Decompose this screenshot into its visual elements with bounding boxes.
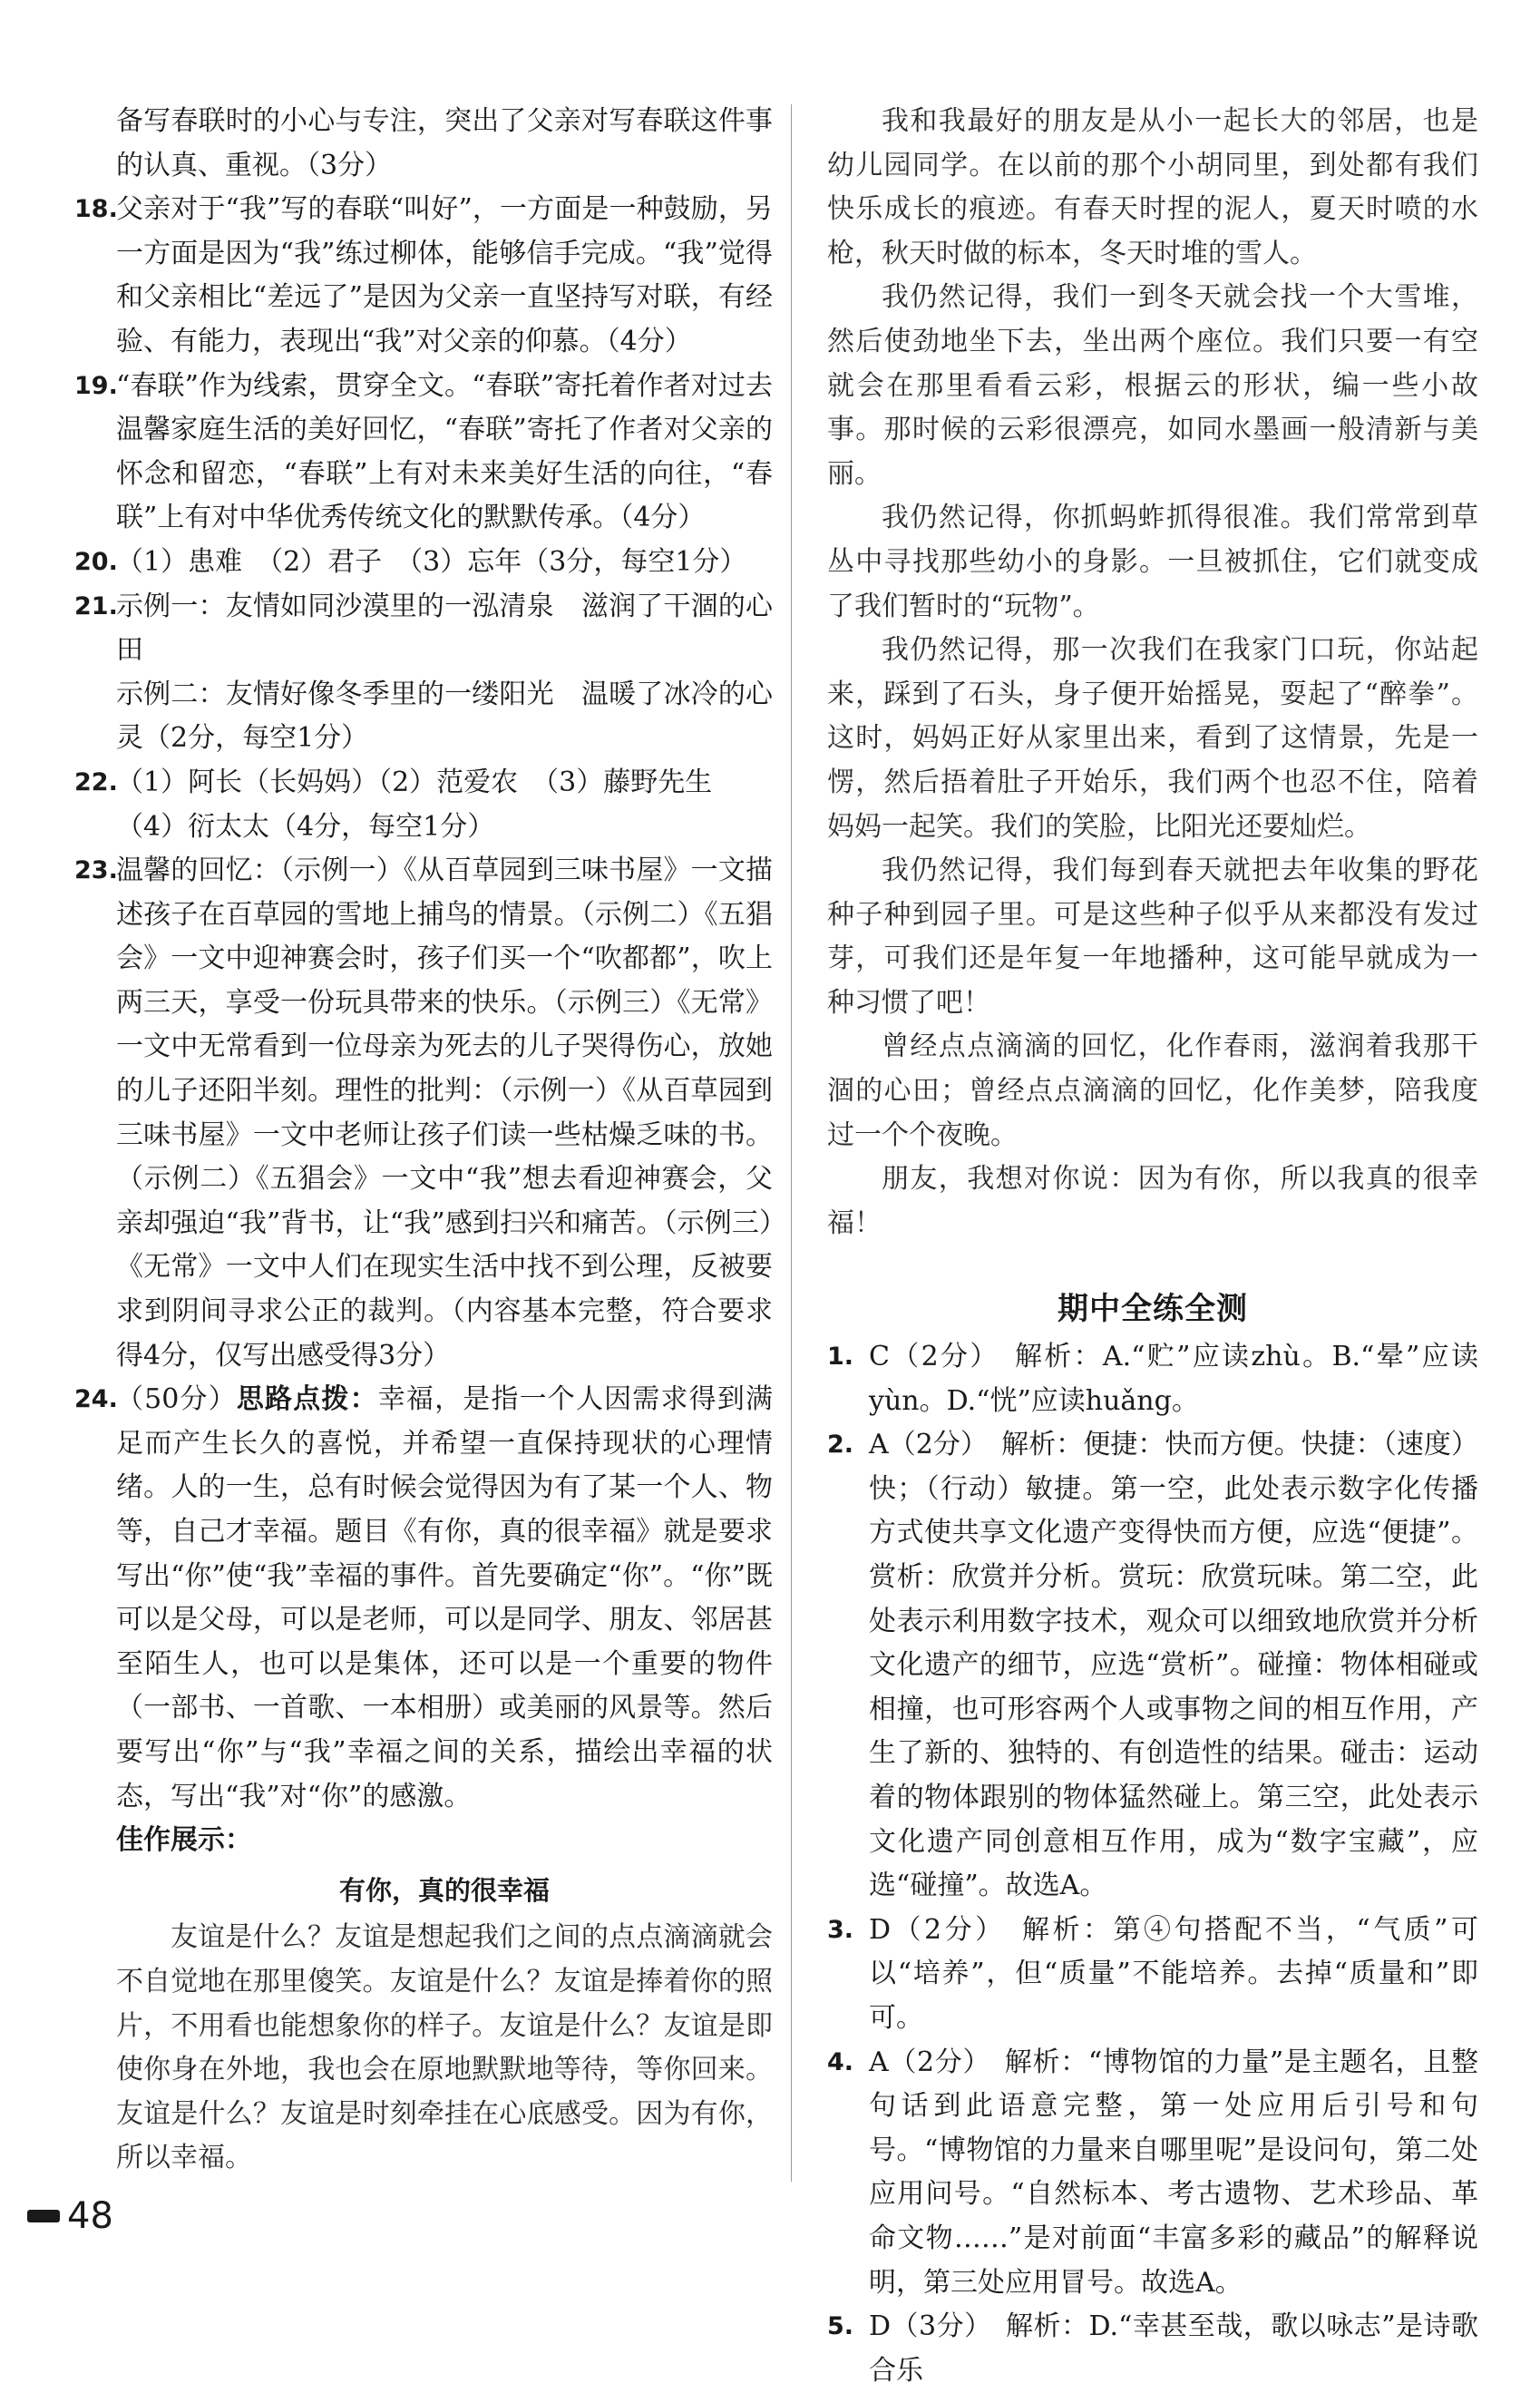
answer-22-continuation: （4）衍太太（4分，每空1分） [116, 810, 495, 843]
answer-text: C（2分） 解析：A.“贮”应读zhù。B.“晕”应读yùn。D.“恍”应读huǎng。 [869, 1341, 1478, 1417]
answer-score: （50分） [116, 1383, 237, 1416]
answer-number: 22. [74, 767, 118, 796]
essay-paragraph: 我仍然记得，你抓蚂蚱抓得很准。我们常常到草丛中寻找那些幼小的身影。一旦被抓住，它们就变成了我们暂时的“玩物”。 [827, 502, 1478, 622]
answer-22 [74, 761, 773, 806]
answer-number: 18. [74, 195, 118, 224]
showcase-label: 佳作展示： [116, 1824, 252, 1857]
essay-paragraph: 朋友，我想对你说：因为有你，所以我真的很幸福！ [827, 1163, 1478, 1239]
essay-paragraph: 我仍然记得，那一次我们在我家门口玩，你站起来，踩到了石头，身子便开始摇晃，耍起了“醉拳”。这时，妈妈正好从家里出来，看到了这情景，先是一愣，然后捂着肚子开始乐，我们两个也忍不住，陪着妈妈一起笑。我们的笑脸，比阳光还要灿烂。 [827, 634, 1478, 843]
page-number [27, 2195, 113, 2237]
answer-text: （1）患难 （2）君子 （3）忘年（3分，每空1分） [116, 545, 747, 578]
essay-paragraph: 我仍然记得，我们每到春天就把去年收集的野花种子种到园子里。可是这些种子似乎从来都没有发过芽，可我们还是年复一年地播种，这可能早就成为一种习惯了吧！ [827, 855, 1478, 1019]
page-number-bar [27, 2210, 60, 2222]
answer-number: 1. [827, 1343, 854, 1372]
essay-paragraph: 友谊是什么？友谊是想起我们之间的点点滴滴就会不自觉地在那里傻笑。友谊是什么？友谊是捧着你的照片，不用看也能想象你的样子。友谊是什么？友谊是即使你身在外地，我也会在原地默默地等待，等你回来。友谊是什么？友谊是时刻牵挂在心底感受。因为有你，所以幸福。 [116, 1921, 773, 2174]
answer-4 [827, 2041, 1478, 2306]
answer-21-example-2: 示例二：友情好像冬季里的一缕阳光 温暖了冰冷的心灵（2分，每空1分） [116, 678, 773, 755]
answer-20 [74, 541, 773, 585]
answer-number: 23. [74, 856, 118, 885]
essay-paragraph: 曾经点点滴滴的回忆，化作春雨，滋润着我那干涸的心田；曾经点点滴滴的回忆，化作美梦，陪我度过一个个夜晚。 [827, 1030, 1478, 1151]
answer-text: A（2分） 解析：“博物馆的力量”是主题名，且整句话到此语意完整，第一处应用后引号和句号。“博物馆的力量来自哪里呢”是设问句，第二处应用问号。“自然标本、考古遗物、艺术珍品、革命文物……”是对前面“丰富多彩的藏品”的解释说明，第三处应用冒号。故选A。 [869, 2046, 1478, 2299]
answer-text: A（2分） 解析：便捷：快而方便。快捷：（速度）快；（行动）敏捷。第一空，此处表示数字化传播方式使共享文化遗产变得快而方便，应选“便捷”。赏析：欣赏并分析。赏玩：欣赏玩味。第二空，此处表示利用数字技术，观众可以细致地欣赏并分析文化遗产的细节，应选“赏析”。碰撞：物体相碰或相撞，也可形容两个人或事物之间的相互作用，产生了新的、独特的、有创造性的结果。碰击：运动着的物体跟别的物体猛然碰上。第三空，此处表示文化遗产同创意相互作用，成为“数字宝藏”，应选“碰撞”。故选A。 [869, 1429, 1478, 1902]
essay-paragraph: 我和我最好的朋友是从小一起长大的邻居，也是幼儿园同学。在以前的那个小胡同里，到处都有我们快乐成长的痕迹。有春天时捏的泥人，夏天时喷的水枪，秋天时做的标本，冬天时堆的雪人。 [827, 105, 1478, 269]
section-title: 期中全练全测 [1058, 1291, 1248, 1328]
essay-paragraph: 我仍然记得，我们一到冬天就会找一个大雪堆，然后使劲地坐下去，坐出两个座位。我们只要一有空就会在那里看看云彩，根据云的形状，编一些小故事。那时候的云彩很漂亮，如同水墨画一般清新与美丽。 [827, 281, 1478, 490]
answer-number: 5. [827, 2312, 854, 2341]
answer-2 [827, 1423, 1478, 1909]
answer-number: 21. [74, 591, 118, 620]
answer-number: 20. [74, 547, 118, 576]
answer-text: “春联”作为线索，贯穿全文。“春联”寄托着作者对过去温馨家庭生活的美好回忆，“春联”寄托了作者对父亲的怀念和留恋，“春联”上有对未来美好生活的向往，“春联”上有对中华优秀传统文化的默默传承。（4分） [116, 369, 773, 534]
answer-number: 19. [74, 371, 118, 400]
right-column [827, 100, 1478, 2393]
answer-number: 4. [827, 2047, 854, 2076]
answer-3 [827, 1909, 1478, 2041]
answer-18 [74, 188, 773, 364]
answer-text: 温馨的回忆：（示例一）《从百草园到三味书屋》一文描述孩子在百草园的雪地上捕鸟的情景。（示例二）《五猖会》一文中迎神赛会时，孩子们买一个“吹都都”，吹上两三天，享受一份玩具带来的快乐。（示例三）《无常》一文中无常看到一位母亲为死去的儿子哭得伤心，放她的儿子还阳半刻。理性的批判：（示例一）《从百草园到三味书屋》一文中老师让孩子们读一些枯燥乏味的书。（示例二）《五猖会》一文中“我”想去看迎神赛会，父亲却强迫“我”背书，让“我”感到扫兴和痛苦。（示例三）《无常》一文中人们在现实生活中找不到公理，反被要求到阴间寻求公正的裁判。（内容基本完整，符合要求得4分，仅写出感受得3分） [116, 855, 773, 1372]
answer-23 [74, 849, 773, 1378]
answer-5 [827, 2305, 1478, 2393]
answer-text: 父亲对于“我”写的春联“叫好”，一方面是一种鼓励，另一方面是因为“我”练过柳体，能够信手完成。“我”觉得和父亲相比“差远了”是因为父亲一直坚持写对联，有经验、有能力，表现出“我”对父亲的仰慕。（4分） [116, 193, 773, 357]
answer-17-continuation: 备写春联时的小心与专注，突出了父亲对写春联这件事的认真、重视。（3分） [116, 105, 773, 181]
answer-text: 幸福，是指一个人因需求得到满足而产生长久的喜悦，并希望一直保持现状的心理情绪。人的一生，总有时候会觉得因为有了某一个人、物等，自己才幸福。题目《有你，真的很幸福》就是要求写出“你”使“我”幸福的事件。首先要确定“你”。“你”既可以是父母，可以是老师，可以是同学、朋友、邻居甚至陌生人，也可以是集体，还可以是一个重要的物件（一部书、一首歌、一本相册）或美丽的风景等。然后要写出“你”与“我”幸福之间的关系，描绘出幸福的状态，写出“我”对“你”的感激。 [116, 1383, 774, 1812]
answer-number: 2. [827, 1431, 854, 1460]
answer-1 [827, 1335, 1478, 1423]
page-number-text: 48 [67, 2195, 113, 2237]
answer-24 [74, 1378, 773, 1819]
column-divider [791, 104, 792, 2182]
answer-number: 3. [827, 1915, 854, 1944]
answer-text: 示例一：友情如同沙漠里的一泓清泉 滋润了干涸的心田 [116, 590, 773, 667]
essay-title: 有你，真的很幸福 [338, 1874, 550, 1906]
answer-text: （1）阿长（长妈妈）（2）范爱农 （3）藤野先生 [116, 766, 713, 798]
answer-text: D（2分） 解析：第④句搭配不当，“气质”可以“培养”，但“质量”不能培养。去掉“质量和”即可。 [869, 1913, 1478, 2034]
answer-19 [74, 365, 773, 541]
answer-21 [74, 585, 773, 673]
answer-number: 24. [74, 1385, 118, 1414]
left-column [74, 100, 773, 2181]
answer-hint-label: 思路点拨： [236, 1383, 378, 1416]
answer-text: D（3分） 解析：D.“幸甚至哉，歌以咏志”是诗歌合乐 [869, 2310, 1478, 2387]
